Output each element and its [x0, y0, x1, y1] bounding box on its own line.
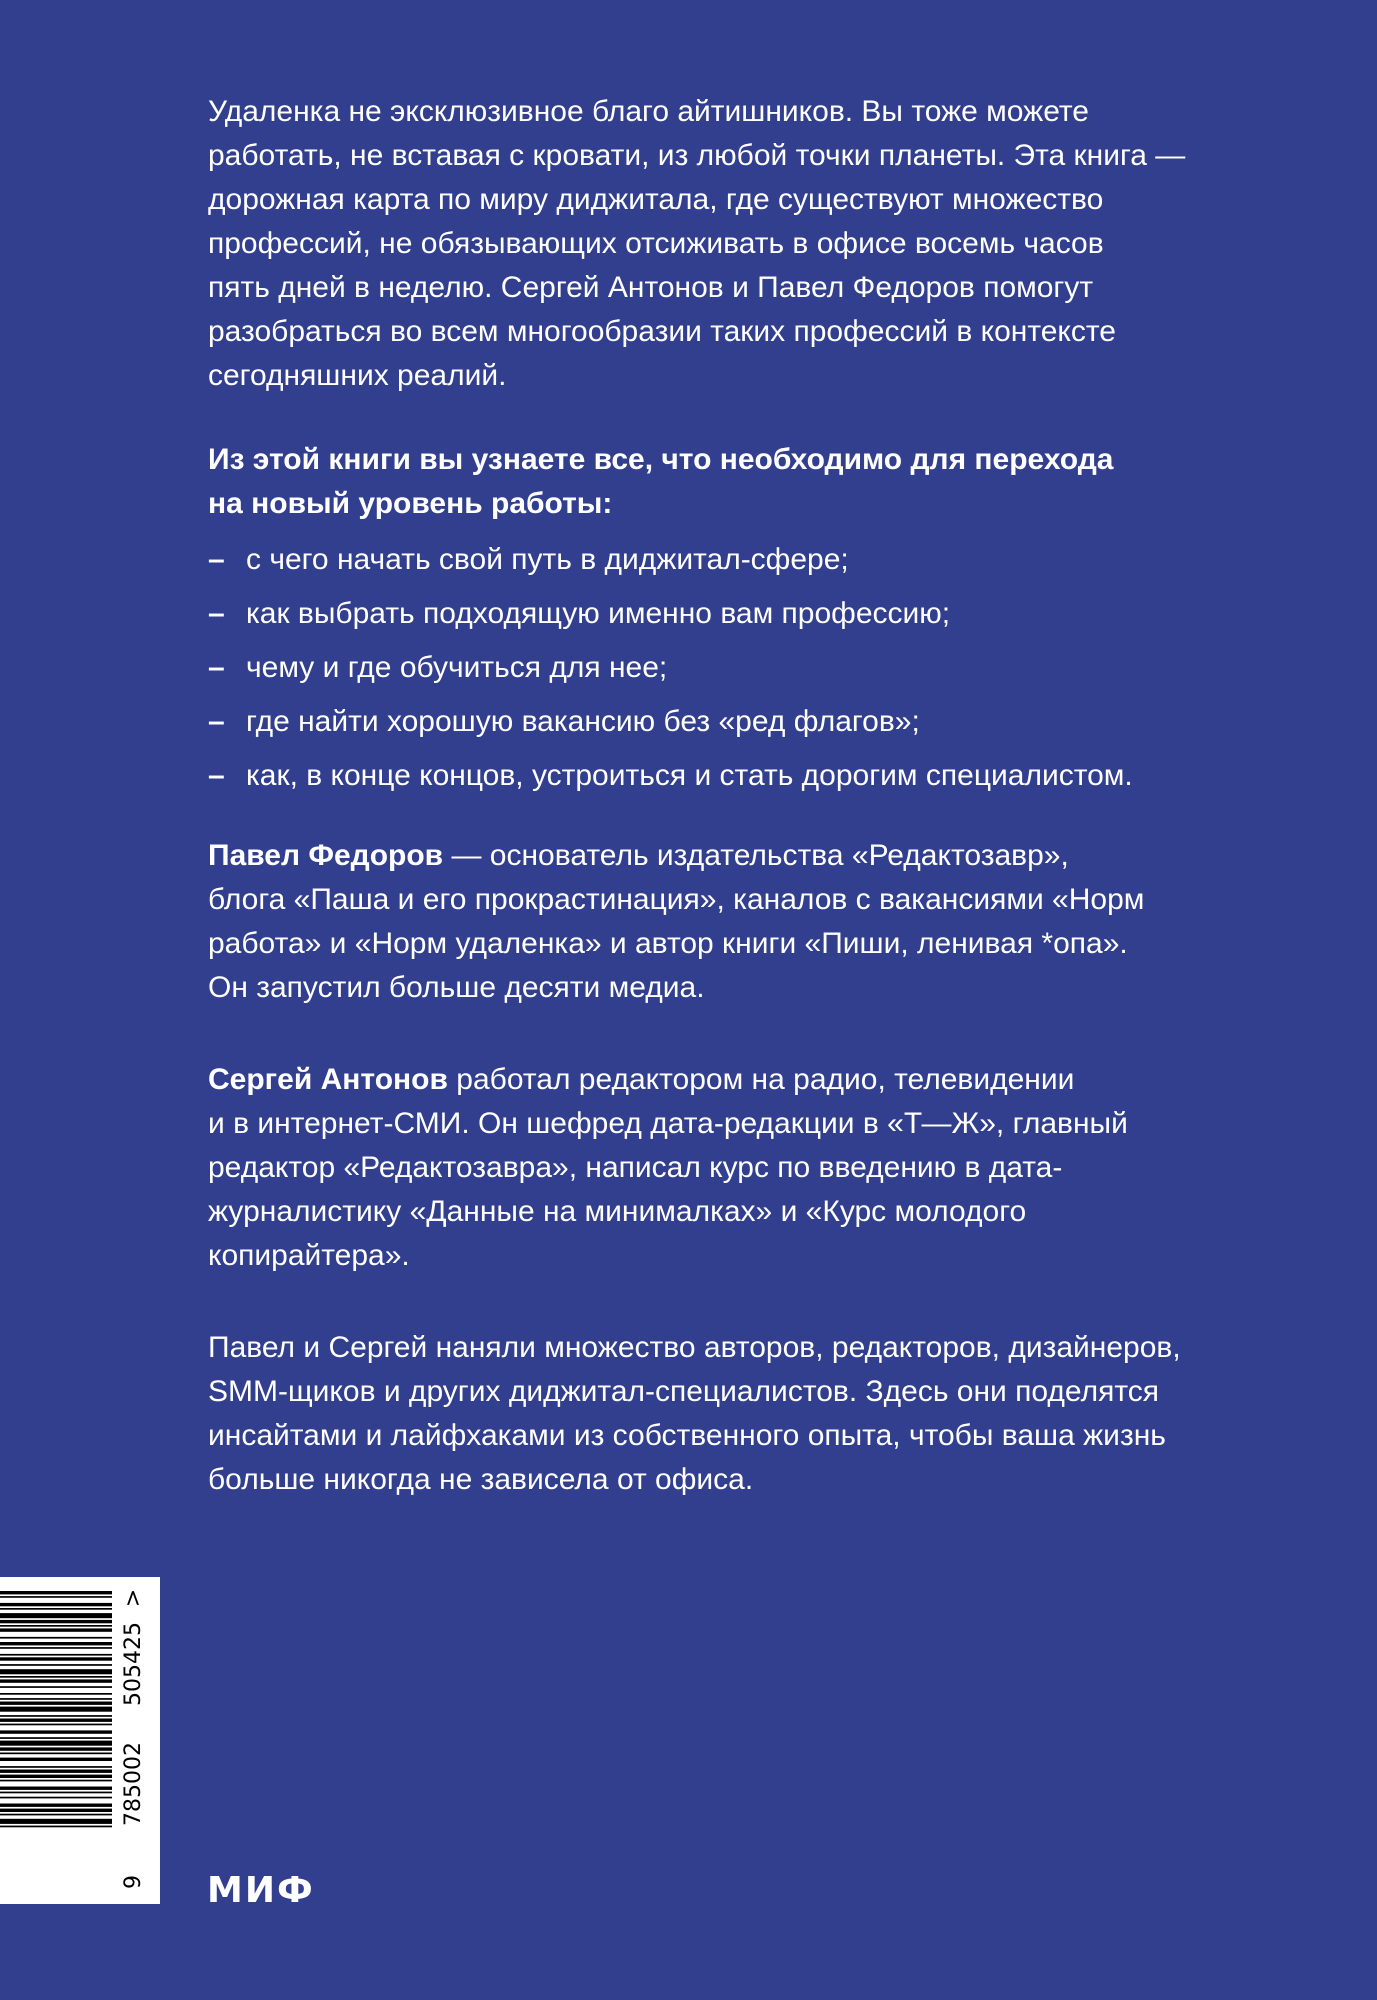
author-name-antonov: Сергей Антонов	[208, 1063, 448, 1096]
barcode-bar	[0, 1766, 112, 1768]
isbn-digit-group: >	[121, 1588, 146, 1608]
barcode-bar	[0, 1719, 112, 1722]
closing-line: больше никогда не зависела от офиса.	[208, 1463, 754, 1496]
bio-line: редактор «Редактозавра», написал курс по введению в дата-	[208, 1151, 1063, 1184]
learn-list	[208, 538, 1258, 808]
barcode-bar	[0, 1758, 112, 1761]
back-cover-text	[208, 90, 1258, 1502]
list-item-text: чему и где обучиться для нее;	[246, 651, 668, 684]
dash-bullet: –	[208, 651, 225, 684]
barcode-bar	[0, 1780, 112, 1782]
intro-line: сегодняшних реалий.	[208, 359, 507, 392]
list-item	[208, 538, 1258, 592]
learn-heading	[208, 438, 1258, 526]
barcode-bar	[0, 1753, 112, 1755]
barcode-bar	[0, 1679, 112, 1682]
list-item	[208, 592, 1258, 646]
barcode-bars	[0, 1577, 118, 1904]
intro-line: профессий, не обязывающих отсиживать в офисе восемь часов	[208, 227, 1104, 260]
bio-line: и в интернет-СМИ. Он шефред дата-редакции в «Т—Ж», главный	[208, 1107, 1128, 1140]
intro-line: работать, не вставая с кровати, из любой точки планеты. Эта книга —	[208, 139, 1186, 172]
barcode-bar	[0, 1809, 112, 1812]
barcode-bar	[0, 1654, 112, 1656]
dash-bullet: –	[208, 705, 225, 738]
publisher-logo: МИФ	[207, 1870, 315, 1911]
isbn-digit-group: 9	[121, 1875, 146, 1889]
barcode-bar	[0, 1737, 112, 1739]
list-item-text: как выбрать подходящую именно вам профессию;	[246, 597, 951, 630]
barcode-bar	[0, 1664, 112, 1666]
bio-line: копирайтера».	[208, 1239, 410, 1272]
barcode-bar	[0, 1797, 112, 1799]
barcode-bar	[0, 1693, 112, 1695]
barcode-bar	[0, 1608, 112, 1610]
barcode-bar	[0, 1686, 112, 1688]
barcode-bar	[0, 1775, 112, 1778]
barcode-bar	[0, 1642, 112, 1645]
dash-bullet: –	[208, 543, 225, 576]
barcode-bar	[0, 1724, 112, 1726]
barcode-bar	[0, 1702, 112, 1705]
dash-bullet: –	[208, 597, 225, 630]
barcode-bar	[0, 1657, 112, 1660]
barcode-bar	[0, 1747, 112, 1750]
intro-paragraph	[208, 90, 1258, 398]
intro-line: пять дней в неделю. Сергей Антонов и Павел Федоров помогут	[208, 271, 1094, 304]
barcode-bar	[0, 1819, 112, 1824]
intro-line: дорожная карта по миру диджитала, где существуют множество	[208, 183, 1104, 216]
barcode-bar	[0, 1603, 112, 1606]
dash-bullet: –	[208, 759, 225, 792]
barcode-bar	[0, 1787, 112, 1790]
isbn-digits	[120, 1583, 148, 1893]
list-item-text: как, в конце концов, устроиться и стать дорогим специалистом.	[246, 759, 1133, 792]
barcode-bar	[0, 1814, 112, 1816]
closing-line: Павел и Сергей наняли множество авторов, редакторов, дизайнеров,	[208, 1331, 1181, 1364]
antonov-bio	[208, 1058, 1258, 1278]
closing-line: инсайтами и лайфхаками из собственного опыта, чтобы ваша жизнь	[208, 1419, 1166, 1452]
barcode-bar	[0, 1770, 112, 1773]
isbn-barcode	[0, 1577, 160, 1904]
barcode-bar	[0, 1596, 112, 1598]
barcode-bar	[0, 1620, 112, 1623]
barcode-bar	[0, 1715, 112, 1717]
barcode-bar	[0, 1637, 112, 1639]
bio-first-line	[208, 1058, 1258, 1102]
bio-first-line	[208, 834, 1258, 878]
bio-line: журналистику «Данные на минималках» и «Курс молодого	[208, 1195, 1027, 1228]
barcode-bar	[0, 1647, 112, 1649]
learn-heading-line: на новый уровень работы:	[208, 487, 613, 520]
barcode-bar	[0, 1826, 112, 1828]
barcode-bar	[0, 1676, 112, 1678]
list-item-text: где найти хорошую вакансию без «ред флагов»;	[246, 705, 920, 738]
bio-line: блога «Паша и его прокрастинация», каналов с вакансиями «Норм	[208, 883, 1145, 916]
closing-line: SMM-щиков и других диджитал-специалистов. Здесь они поделятся	[208, 1375, 1159, 1408]
intro-line: разобраться во всем многообразии таких профессий в контексте	[208, 315, 1116, 348]
barcode-bar	[0, 1792, 112, 1794]
barcode-bar	[0, 1613, 112, 1618]
list-item-text: с чего начать свой путь в диджитал-сфере;	[246, 543, 849, 576]
barcode-bar	[0, 1707, 112, 1712]
barcode-bar	[0, 1628, 112, 1631]
barcode-bar	[0, 1625, 112, 1627]
barcode-bar	[0, 1698, 112, 1700]
closing-paragraph	[208, 1326, 1258, 1502]
bio-text: — основатель издательства «Редактозавр»,	[443, 839, 1069, 872]
barcode-bar	[0, 1669, 112, 1674]
bio-text: работал редактором на радио, телевидении	[447, 1063, 1075, 1096]
barcode-bar	[0, 1730, 112, 1733]
bio-line: Он запустил больше десяти медиа.	[208, 971, 705, 1004]
barcode-bar	[0, 1741, 112, 1746]
intro-line: Удаленка не эксклюзивное благо айтишников. Вы тоже можете	[208, 95, 1089, 128]
list-item	[208, 754, 1258, 808]
list-item	[208, 700, 1258, 754]
list-item	[208, 646, 1258, 700]
learn-heading-line: Из этой книги вы узнаете все, что необходимо для перехода	[208, 443, 1114, 476]
isbn-digit-group: 505425	[121, 1622, 146, 1706]
bio-line: работа» и «Норм удаленка» и автор книги «Пиши, ленивая *опа».	[208, 927, 1128, 960]
barcode-bar	[0, 1591, 112, 1594]
fedorov-bio	[208, 834, 1258, 1010]
barcode-bar	[0, 1804, 112, 1807]
author-name-fedorov: Павел Федоров	[208, 839, 444, 872]
isbn-digit-group: 785002	[121, 1742, 146, 1826]
